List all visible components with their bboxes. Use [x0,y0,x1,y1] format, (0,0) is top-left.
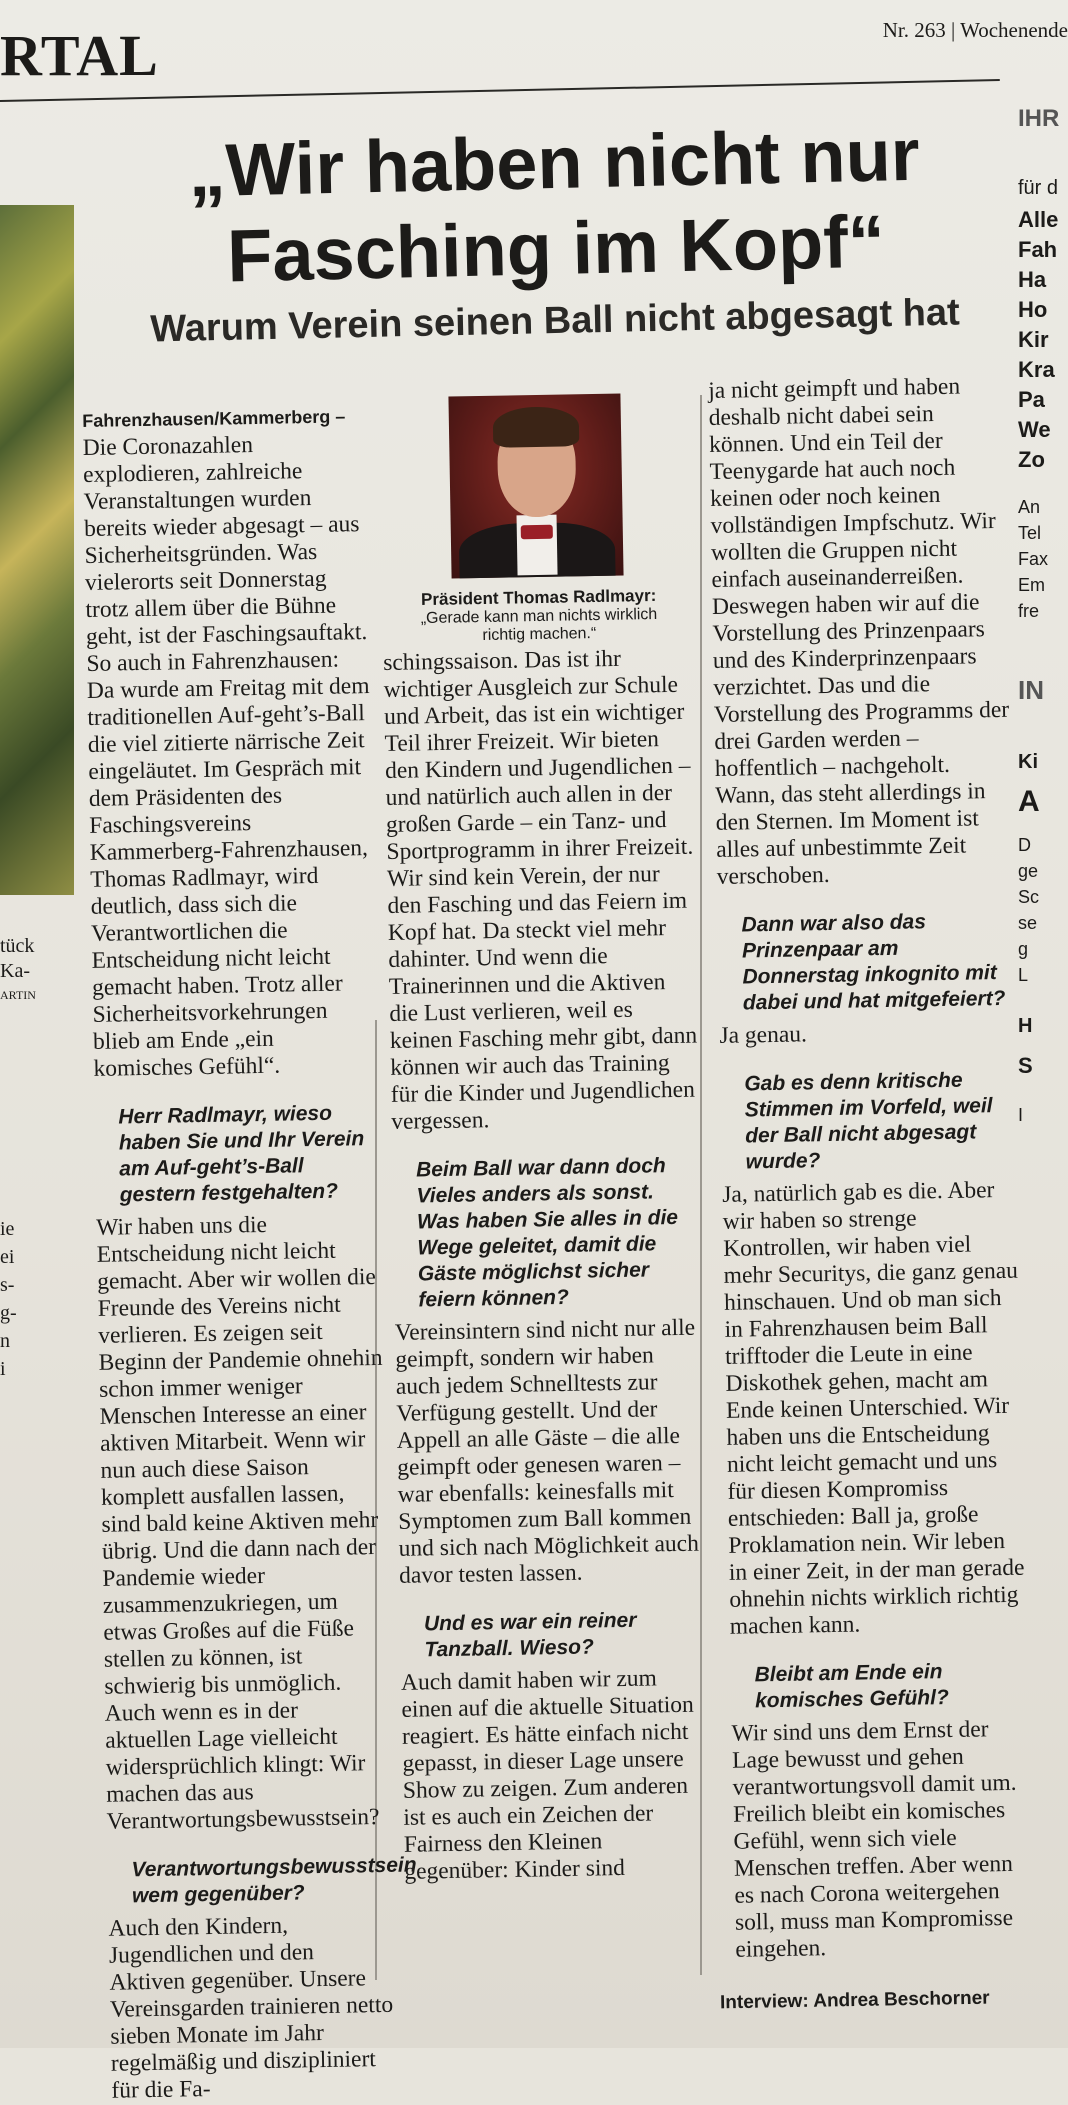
answer: Auch damit haben wir zum einen auf die aktuelle Situation reagiert. Es hätte einfach nicht gepasst, in dieser Lage unsere Show zu zeigen. Zum anderen ist es auch ein Zeichen der Fairness den Kleinen gegenüber: Kinder sind [400,1665,695,1885]
right-fragment: S [1018,1053,1033,1078]
question: Gab es denn kritische Stimmen im Vorfeld, weil der Ball nicht abgesagt wurde? [744,1068,993,1174]
right-fragment: L [1018,965,1029,985]
intro-paragraph: Die Coronazahlen explodieren, zahlreiche Veranstaltungen wurden bereits wieder abgesagt – aus Sicherheitsgründen. Was vielerorts seit Donnerstag trotz allem über die Bühne geht, ist der Faschingsauftakt. So auch in Fahrenzhausen: Da wurde am Freitag mit dem traditionellen Auf-geht’s-Ball die viel zitierte närrische Zeit eingeläutet. Im Gespräch mit dem Präsidenten des Faschingsvereins Kammerberg-Fahrenzhausen, Thomas Radlmayr, wird deutlich, dass sich die Verantwortlichen die Entscheidung nicht leicht gemacht haben. Trotz aller Sicherheitsvorkehrungen blieb am Ende „ein komisches Gefühl“. [82,432,370,1082]
right-fragment: Zo [1018,447,1045,472]
right-fragment: Pa [1018,387,1045,412]
right-fragment: Alle [1018,207,1059,232]
right-fragment: IHR [1018,105,1060,132]
left-edge-fragment: g- [0,1302,17,1324]
right-fragment: fre [1018,601,1040,621]
question: Verantwortungsbewusstsein wem gegenüber? [131,1853,417,1908]
question: Herr Radlmayr, wieso haben Sie und Ihr Verein am Auf-geht’s-Ball gestern festgehalten? [118,1101,365,1207]
right-fragment: se [1018,913,1038,933]
left-edge-fragment: ei [0,1246,15,1268]
left-fragment: ARTIN [0,988,36,1002]
answer: Ja genau. [719,1021,808,1049]
right-fragment: Ki [1018,751,1038,773]
adjacent-photo [0,205,74,895]
column-2 [383,645,713,1886]
right-fragment: D [1018,835,1031,855]
right-fragment: IN [1018,675,1044,705]
headline: „Wir haben nicht nur Fasching im Kopf“ [187,112,921,298]
right-fragment: g [1018,939,1029,959]
answer: schingssaison. Das ist ihr wichtiger Ausgleich zur Schule und Arbeit, das ist ein wichtiger Teil ihrer Freizeit. Wir bieten den Kindern und Jugendlichen – und natürlich auch allen in der großen Garde – ein Tanz- und Sportprogramm in ihrer Freizeit. Wir sind kein Verein, der nur den Fasching und das Feiern im Kopf hat. Da steckt viel mehr dahinter. Und wenn die Trainerinnen und die Aktiven die Lust verlieren, weil es keinen Fasching mehr gibt, dann können wir auch das Training für die Kinder und Jugendlichen vergessen. [383,645,698,1135]
right-fragment: An [1018,497,1041,517]
right-fragment: We [1018,417,1051,442]
answer: Vereinsintern sind nicht nur alle geimpft, sondern wir haben auch jedem Schnelltests zur Verfügung gestellt. Und der Appell an alle Gäste – die alle geimpft oder genesen waren – war ebenfalls: keinesfalls mit Symptomen zum Ball kommen und sich nach Möglichkeit auch davor testen lassen. [394,1314,700,1589]
photo-caption [404,586,675,647]
question: Und es war ein reiner Tanzball. Wieso? [423,1608,637,1662]
right-fragment: H [1018,1015,1033,1037]
right-fragment: ge [1018,861,1039,881]
right-fragment: Kra [1018,357,1055,382]
question: Dann war also das Prinzenpaar am Donnerstag inkognito mit dabei und hat mitgefeiert? [741,910,1006,1015]
right-fragment: Em [1018,575,1045,595]
right-fragment: A [1018,785,1040,818]
left-edge-fragment: i [0,1358,6,1380]
answer: Auch den Kindern, Jugendlichen und den Aktiven gegenüber. Unsere Vereinsgarden trainieren netto sieben Monate im Jahr regelmäßig und diszipliniert für die Fa- [108,1912,394,2104]
answer: Wir haben uns die Entscheidung nicht leicht gemacht. Aber wir wollen die Freunde des Vereins nicht verlieren. Es zeigen seit Beginn der Pandemie ohnehin schon immer weniger Menschen Interesse an einer aktiven Mitarbeit. Wenn wir nun auch diese Saison komplett ausfallen lassen, sind bald keine Aktiven mehr übrig. Und die dann nach der Pandemie wieder zusammenzukriegen, um etwas Großes auf die Füße stellen zu können, ist schwierig bis unmöglich. Auch wenn es in der aktuellen Lage vielleicht widersprüchlich klingt: Wir machen das aus Verantwortungsbewusstsein? [96,1211,383,1835]
right-fragment: Fax [1018,549,1049,569]
right-fragment: I [1018,1105,1024,1125]
left-fragment: tück [0,935,35,957]
hair-shape [493,406,580,447]
left-edge-fragment: n [0,1330,10,1352]
section-title: RTAL [0,23,159,88]
issue-info: Nr. 263 | Wochenende [882,18,1068,42]
answer: Ja, natürlich gab es die. Aber wir haben so strenge Kontrollen, wir haben viel mehr Securitys, die ganz genau hinschauen. Und ob man sich in Fahrenzhausen beim Ball trifftoder die Leute in eine Diskothek gehen, macht am Ende keinen Unterschied. Wir haben uns die Entscheidung nicht leicht gemacht und uns für diesen Kompromiss entschieden: Ball ja, große Proklamation nein. Wir leben in einer Zeit, in der man gerade ohnehin nichts wirklich richtig machen kann. [722,1177,1025,1640]
right-fragment: Ho [1018,297,1048,322]
left-edge-fragment: s- [0,1274,15,1296]
column-3 [708,373,1039,1964]
question: Beim Ball war dann doch Vieles anders als sonst. Was haben Sie alles in die Wege geleitet, damit die Gäste möglichst sicher feiern können? [415,1154,679,1312]
answer: ja nicht geimpft und haben deshalb nicht dabei sein können. Und ein Teil der Teenygarde hat auch noch keinen oder noch keinen vollständigen Impfschutz. Wir wollten die Gruppen nicht einfach auseinanderreißen. Deswegen haben wir auf die Vorstellung des Prinzenpaars und des Kinderprinzenpaars verzichtet. Das und die Vorstellung des Programms der drei Garden werden – hoffentlich – nachgeholt. Wann, das steht allerdings in den Sternen. Im Moment ist alles auf unbestimmte Zeit verschoben. [708,373,1010,890]
subheadline: Warum Verein seinen Ball nicht abgesagt hat [149,291,961,351]
right-fragment: für d [1018,177,1059,199]
right-fragment: Sc [1018,887,1040,907]
portrait-photo [448,394,623,579]
interview-credit: Interview: Andrea Beschorner [719,1987,990,2014]
caption-name: Präsident Thomas Radlmayr: [420,585,657,610]
adjacent-column [1018,105,1068,1405]
answer: Wir sind uns dem Ernst der Lage bewusst und gehen verantwortungsvoll damit um. Freilich bleibt ein komisches Gefühl, wenn sich viele Menschen treffen. Aber wenn es nach Corona weitergehen soll, muss man Kompromisse eingehen. [731,1716,1017,1963]
right-fragment: Kir [1018,327,1049,352]
right-fragment: Fah [1018,237,1058,262]
question: Bleibt am Ende ein komisches Gefühl? [754,1660,949,1713]
right-fragment: Tel [1018,523,1042,543]
left-edge-fragment: ie [0,1218,15,1240]
right-fragment: Ha [1018,267,1047,292]
caption-quote: „Gerade kann man nichts wirklich richtig machen.“ [420,605,658,644]
left-fragment: Ka- [0,960,30,982]
dateline: Fahrenzhausen/Kammerberg – [82,406,346,431]
bowtie-shape [521,525,553,540]
shirt-shape [517,515,558,576]
column-1 [82,403,417,2105]
